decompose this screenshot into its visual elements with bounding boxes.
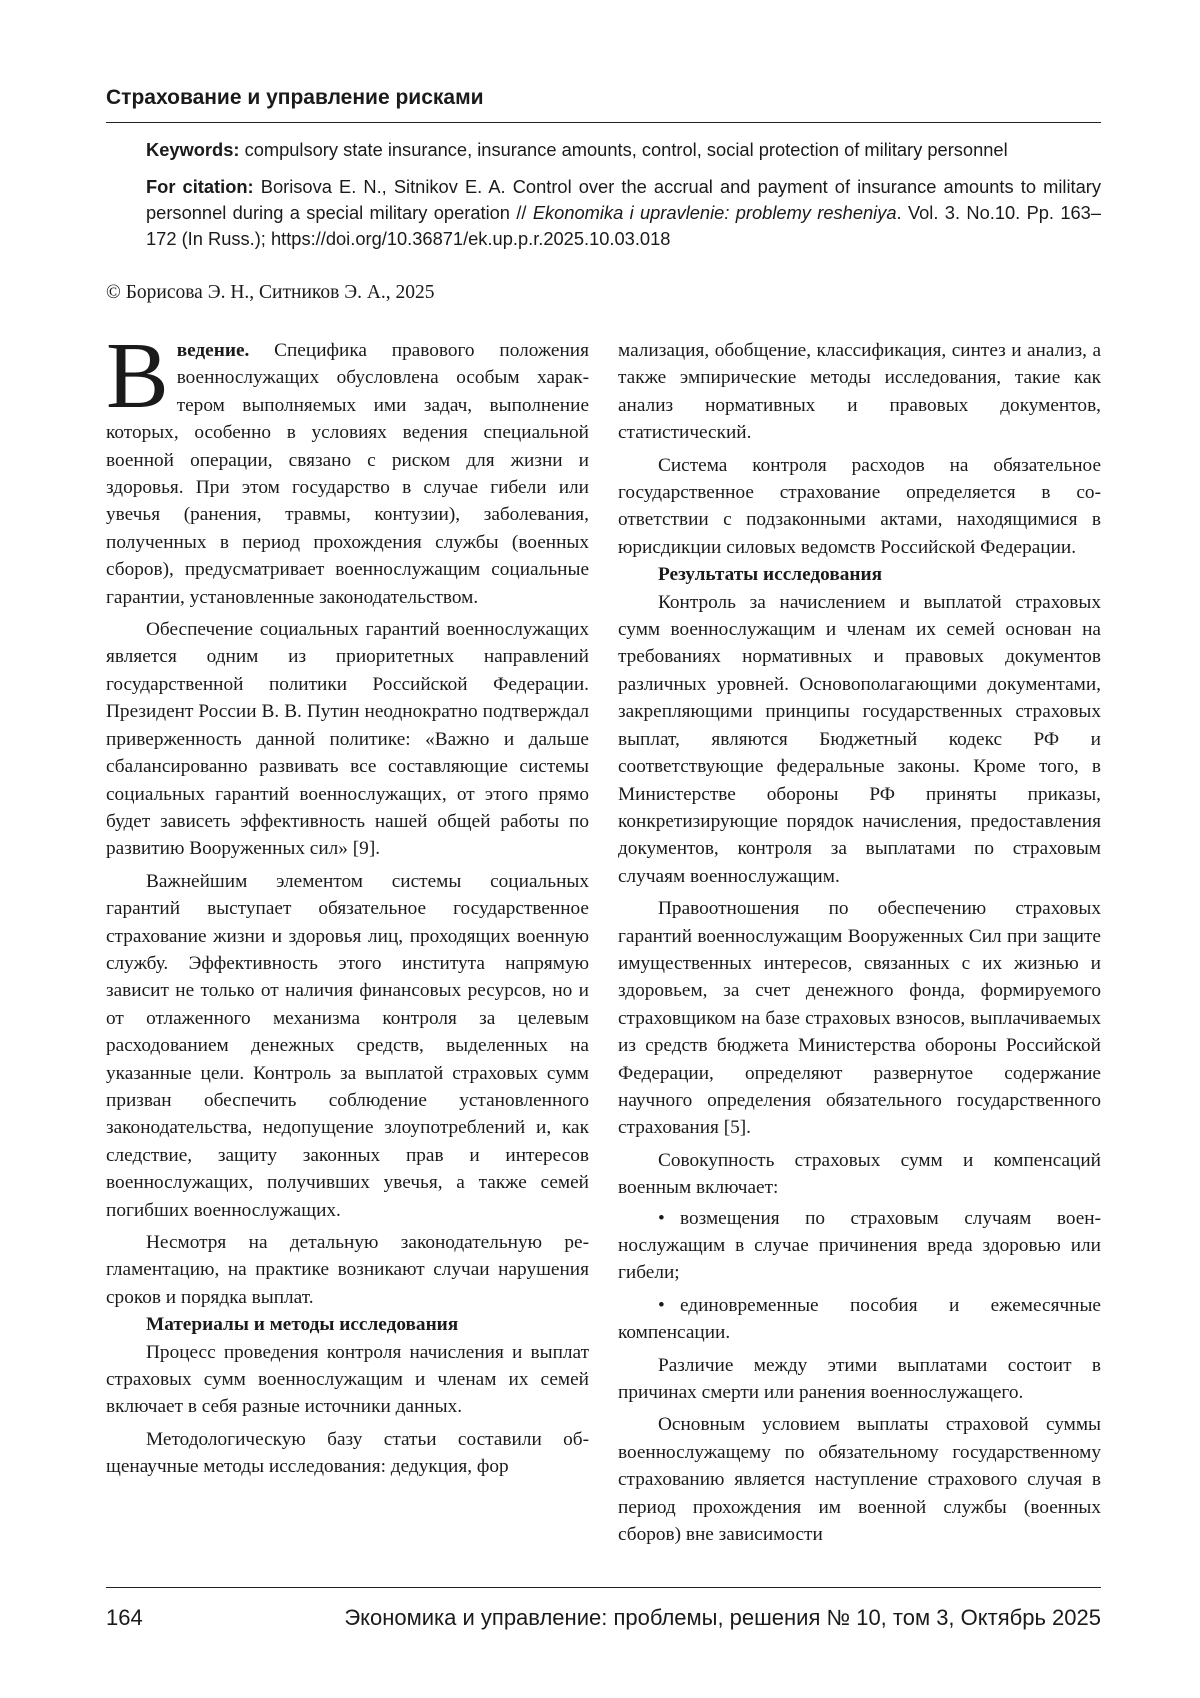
section-heading-results: Результаты исследования (658, 564, 883, 586)
body-paragraph: Процесс проведения контроля начисления и выплат страховых сумм военнослужащим и членам их семей включает в себя разные источники данных. (106, 1341, 589, 1418)
bullet-icon: • (658, 1294, 665, 1316)
left-column (106, 324, 589, 1481)
keywords-label: Keywords: (146, 139, 240, 160)
body-paragraph: мализация, обобщение, классификация, синтез и анализ, а также эмпирические методы исследования, такие как анализ нормативных и правовых документов, статистический. (618, 340, 1101, 444)
body-paragraph: Система контроля расходов на обязательное государственное страхование определяется в соответствии с подзаконными актами, находящимися в юрисдикции силовых ведомств Российской Федерации. (618, 454, 1101, 558)
list-item-text: единовременные пособия и ежемесячные компенсации. (618, 1294, 1101, 1344)
list-item (618, 1292, 1101, 1347)
body-paragraph: Совокупность страховых сумм и компенсаций военным включает: (618, 1149, 1101, 1199)
intro-paragraph (106, 324, 589, 611)
bullet-icon: • (658, 1207, 665, 1229)
citation-journal: Ekonomika i upravlenie: problemy resheniya (532, 202, 897, 223)
list-item (618, 1205, 1101, 1287)
citation-details: . Vol. 3. No.10. Pp. 163–172 (In Russ.); https://doi.org/10.36871/ek.up.p.r.2025.10.03.018 (146, 202, 1102, 249)
citation-label: For citation: (146, 176, 254, 197)
article-metadata (146, 137, 1101, 252)
journal-footer: Экономика и управление: проблемы, решения № 10, том 3, Октябрь 2025 (344, 1605, 1101, 1630)
footer-divider (106, 1587, 1101, 1588)
body-paragraph: Основным условием выплаты страховой суммы военнослужащему по обязательному государственному страхованию является наступление страхового случая в период прохождения им военной службы (военных сборов) вне зависимости (618, 1414, 1101, 1546)
body-paragraph: Методологическую базу статьи составили общенаучные методы исследования: дедукция, фор (106, 1428, 589, 1478)
intro-text: Специфика правового положения военнослужащих обусловлена особым характером выполняемых ими задач, выполнение которых, особенно в условиях ведения специальной военной операции, связано с риском для жизни и здоровья. При этом государство в случае гибели или увечья (ранения, травмы, контузии), заболевания, полученных в период прохождения службы (военных сборов), предусматривает военнослужащим социальные гарантии, установленные законодательством. (106, 340, 589, 608)
intro-lead: ведение. (176, 340, 250, 361)
keywords (146, 137, 1101, 163)
header-divider (106, 122, 1101, 123)
drop-cap: В (106, 324, 169, 428)
body-paragraph: Несмотря на детальную законодательную регламентацию, на практике возникают случаи нарушения сроков и порядка выплат. (106, 1232, 589, 1308)
citation-text: Borisova E. N., Sitnikov E. A. Control over the accrual and payment of insurance amounts to military personnel during a special military operation // (146, 176, 1101, 223)
page-number: 164 (106, 1605, 143, 1630)
copyright-line: © Борисова Э. Н., Ситников Э. А., 2025 (106, 282, 435, 303)
section-heading-methods: Материалы и методы исследования (146, 1314, 459, 1336)
body-paragraph: Правоотношения по обеспечению страховых гарантий военнослужащим Вооруженных Сил при защите имущественных интересов, связанных с их жизнью и здоровьем, за счет денежного фонда, формируемого страховщиком на базе страховых взносов, выплачиваемых из средств бюджета Министерства обороны Российской Федерации, определяют развернутое содержание научного определения обязательного государственного страхования [5]. (618, 898, 1101, 1139)
body-paragraph: Контроль за начислением и выплатой страховых сумм военнослужащим и членам их семей основан на требованиях нормативных и правовых документов различных уровней. Основополагающими документами, закрепляющими принципы государственных страховых выплат, являются Бюджетный кодекс РФ и соответствующие федеральные законы. Кроме того, в Министерстве обороны РФ приняты приказы, конкретизирующие порядок начисления, предоставления документов, контроля за выплатами по страховым случаям военнослужащим. (618, 591, 1101, 887)
section-title: Страхование и управление рисками (106, 86, 484, 109)
body-paragraph: Обеспечение социальных гарантий военнослужащих является одним из приоритетных направлений государственной политики Российской Федерации. Президент России В. В. Путин неоднократно подтверждал приверженность данной политике: «Важно и дальше сбалансированно развивать все составляющие системы социальных гарантий военнослужащих, от этого прямо будет зависеть эффективность нашей общей работы по развитию Вооруженных сил» [9]. (106, 619, 589, 860)
bullet-list (618, 1205, 1101, 1347)
right-column (618, 337, 1101, 1548)
list-item-text: возмещения по страховым случаям военнослужащим в случае причинения вреда здоровью или гибели; (618, 1207, 1101, 1284)
citation (146, 174, 1101, 252)
keywords-text: compulsory state insurance, insurance amounts, control, social protection of military personnel (244, 139, 1008, 160)
body-paragraph: Различие между этими выплатами состоит в причинах смерти или ранения военнослужащего. (618, 1354, 1101, 1404)
body-paragraph: Важнейшим элементом системы социальных гарантий выступает обязательное государственное страхование жизни и здоровья лиц, проходящих военную службу. Эффективность этого института напрямую зависит не только от наличия финансовых ресурсов, но и от отлаженного механизма контроля за целевым расходованием денежных средств, выделенных на указанные цели. Контроль за выплатой страховых сумм призван обеспечить соблюдение установленного законодательства, недопущение злоупотреблений и, как следствие, защиту законных прав и интересов военнослужащих, получивших увечья, а также семей погибших военнослужащих. (106, 870, 589, 1221)
